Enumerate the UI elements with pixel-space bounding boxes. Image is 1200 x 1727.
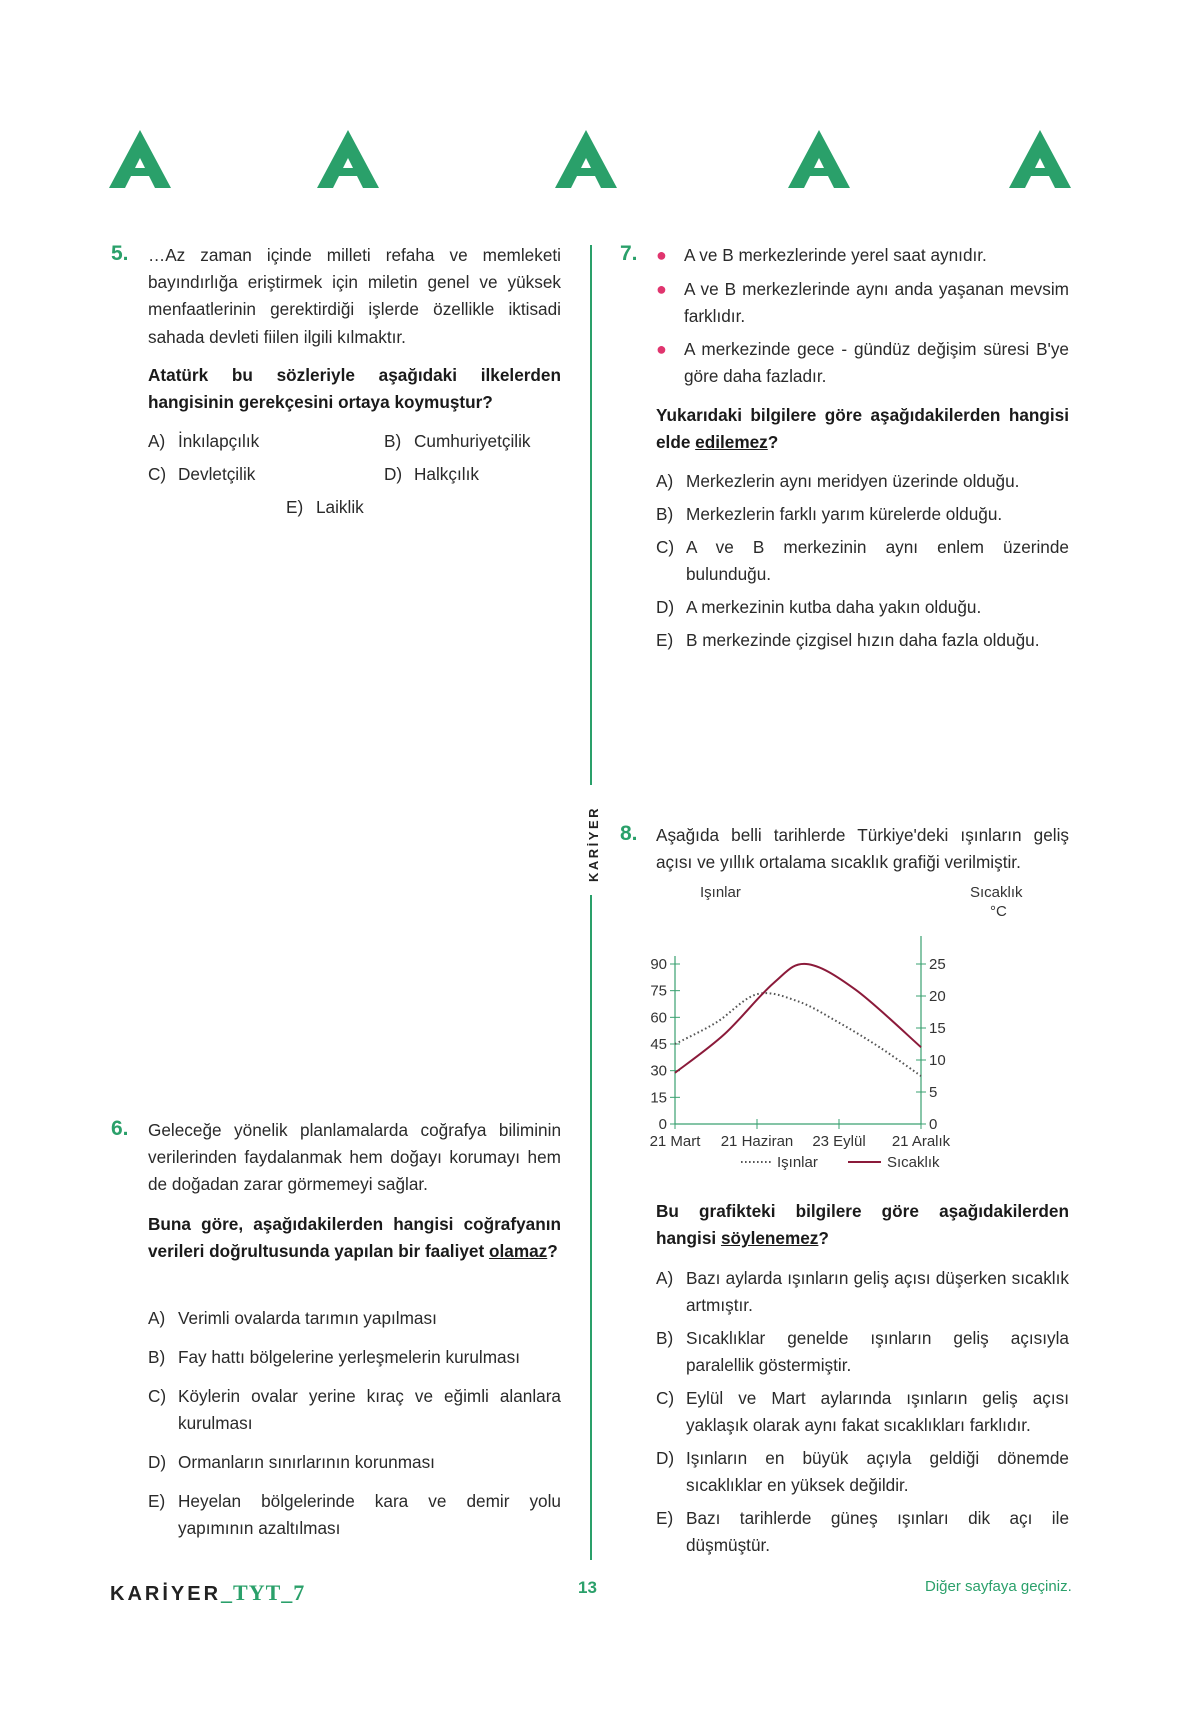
booklet-letter-4 [786,128,852,190]
page-number: 13 [578,1578,597,1597]
question-7-option-e[interactable]: E) B merkezinde çizgisel hızın daha fazla olduğu. [656,630,1040,650]
left-tick-label: 90 [650,956,667,973]
booklet-letter-5 [1007,128,1073,190]
column-divider-top [590,245,592,785]
legend-ray-label: Işınlar [777,1154,818,1171]
question-6-option-a[interactable]: A) Verimli ovalarda tarımın yapılması [148,1308,437,1328]
question-7-number: 7. [620,242,638,265]
question-7-option-b[interactable]: B) Merkezlerin farklı yarım kürelerde olduğu. [656,504,1003,524]
bullet-dot-icon: ● [656,279,667,299]
question-6-stem: Geleceğe yönelik planlamalarda coğrafya biliminin verilerinden faydalanmak hem doğayı korumayı hem de doğadan zarar görmemeyi sağlar. [148,1120,561,1195]
right-tick-label: 10 [929,1052,946,1069]
question-8-option-b[interactable]: B) Sıcaklıklar genelde ışınların geliş açısıyla paralellik göstermiştir. [656,1328,1069,1375]
question-5-option-c[interactable]: C) Devletçilik [148,464,256,484]
chart-left-axis-label: Işınlar [700,884,741,901]
bullet-dot-icon: ● [656,339,667,359]
question-5-stem: …Az zaman içinde milleti refaha ve memleketi bayındırlığa eriştirmek için miletin genel ve yüksek menfaatlerinin gerektirdiği işlerde özellikle iktisadi sahada devleti fiilen ilgili kılmaktır. [148,245,561,347]
question-6-prompt: Buna göre, aşağıdakilerden hangisi coğrafyanın verileri doğrultusunda yapılan bir faaliyet olamaz? [148,1214,561,1262]
legend-temp-label: Sıcaklık [887,1154,940,1171]
question-5-prompt: Atatürk bu sözleriyle aşağıdaki ilkelerden hangisinin gerekçesini ortaya koymuştur? [148,365,561,413]
question-6-option-e[interactable]: E) Heyelan bölgelerinde kara ve demir yolu yapımının azaltılması [148,1491,561,1538]
booklet-a-icon [1007,128,1073,190]
question-8-option-c[interactable]: C) Eylül ve Mart aylarında ışınların geliş açısı yaklaşık olarak aynı fakat sıcaklıkları farklıdır. [656,1388,1069,1435]
question-5-option-a[interactable]: A) İnkılapçılık [148,431,260,451]
question-6-option-d[interactable]: D) Ormanların sınırlarının korunması [148,1452,435,1472]
x-tick-label: 21 Aralık [891,1133,951,1150]
chart-right-axis-unit: °C [990,903,1007,920]
question-5-number: 5. [111,242,129,265]
right-tick-label: 5 [929,1084,938,1101]
left-tick-label: 0 [658,1116,667,1133]
chart-right-axis-label: Sıcaklık [970,884,1023,901]
question-8-prompt: Bu grafikteki bilgilere göre aşağıdakilerden hangisi söylenemez? [656,1201,1069,1249]
question-6-emphasis: olamaz [488,1241,548,1262]
question-7-option-c[interactable]: C) A ve B merkezinin aynı enlem üzerinde bulunduğu. [656,537,1069,584]
left-tick-label: 15 [650,1089,667,1107]
next-page-note: Diğer sayfaya geçiniz. [925,1578,1072,1595]
right-tick-label: 20 [929,988,946,1005]
x-tick-label: 21 Mart [649,1133,701,1150]
booklet-letter-1 [107,128,173,190]
question-8-number: 8. [620,822,638,845]
vertical-brand-text: KARİYER [586,805,601,882]
booklet-letter-2 [315,128,381,190]
question-6-number: 6. [111,1117,129,1140]
left-tick-label: 75 [650,982,667,1000]
question-8-option-d[interactable]: D) Işınların en büyük açıyla geldiği dönemde sıcaklıklar en yüksek değildir. [656,1448,1069,1495]
right-tick-label: 0 [929,1116,938,1133]
booklet-a-icon [553,128,619,190]
question-6-option-c[interactable]: C) Köylerin ovalar yerine kıraç ve eğimli alanlara kurulması [148,1386,561,1433]
left-tick-label: 60 [650,1009,667,1027]
question-5-option-b[interactable]: B) Cumhuriyetçilik [384,431,531,451]
right-tick-label: 25 [929,956,946,973]
bullet-dot-icon: ● [656,245,667,265]
question-8-option-e[interactable]: E) Bazı tarihlerde güneş ışınları dik açı ile düşmüştür. [656,1508,1069,1555]
x-tick-label: 21 Haziran [720,1133,794,1150]
vertical-brand [578,796,606,884]
question-5-option-d[interactable]: D) Halkçılık [384,464,479,484]
booklet-letter-3 [553,128,619,190]
footer-brand-name: KARİYER [110,1583,222,1605]
footer-exam-code: _TYT_7 [221,1580,306,1605]
booklet-a-icon [107,128,173,190]
left-tick-label: 45 [650,1036,667,1053]
ray-angle-temperature-chart [645,875,1085,1175]
question-7-option-d[interactable]: D) A merkezinin kutba daha yakın olduğu. [656,597,982,617]
footer-brand [110,1580,305,1606]
question-7-emphasis: edilemez [695,432,768,453]
question-6-option-b[interactable]: B) Fay hattı bölgelerine yerleşmelerin kurulması [148,1347,520,1367]
temperature-series-line [675,964,921,1073]
question-7-bullet-3: ● A merkezinde gece - gündüz değişim süresi B'ye göre daha fazladır. [656,336,1069,390]
question-5-option-e[interactable]: E) Laiklik [286,497,364,517]
question-7-option-a[interactable]: A) Merkezlerin aynı meridyen üzerinde olduğu. [656,471,1020,491]
question-7-bullet-1: ● A ve B merkezlerinde yerel saat aynıdır. [656,242,1069,269]
left-tick-label: 30 [650,1062,667,1080]
booklet-a-icon [315,128,381,190]
question-8-stem: Aşağıda belli tarihlerde Türkiye'deki ışınların geliş açısı ve yıllık ortalama sıcaklık grafiği verilmiştir. [656,825,1069,873]
column-divider-bottom [590,895,592,1560]
right-tick-label: 15 [929,1020,946,1037]
question-7-prompt: Yukarıdaki bilgilere göre aşağıdakilerden hangisi elde edilemez? [656,405,1069,453]
question-8-emphasis: söylenemez [720,1228,819,1249]
booklet-a-icon [786,128,852,190]
question-8-option-a[interactable]: A) Bazı aylarda ışınların geliş açısı düşerken sıcaklık artmıştır. [656,1268,1069,1315]
x-tick-label: 23 Eylül [812,1133,866,1150]
question-7-bullet-2: ● A ve B merkezlerinde aynı anda yaşanan mevsim farklıdır. [656,276,1069,330]
ray-angle-series-line [675,993,921,1076]
